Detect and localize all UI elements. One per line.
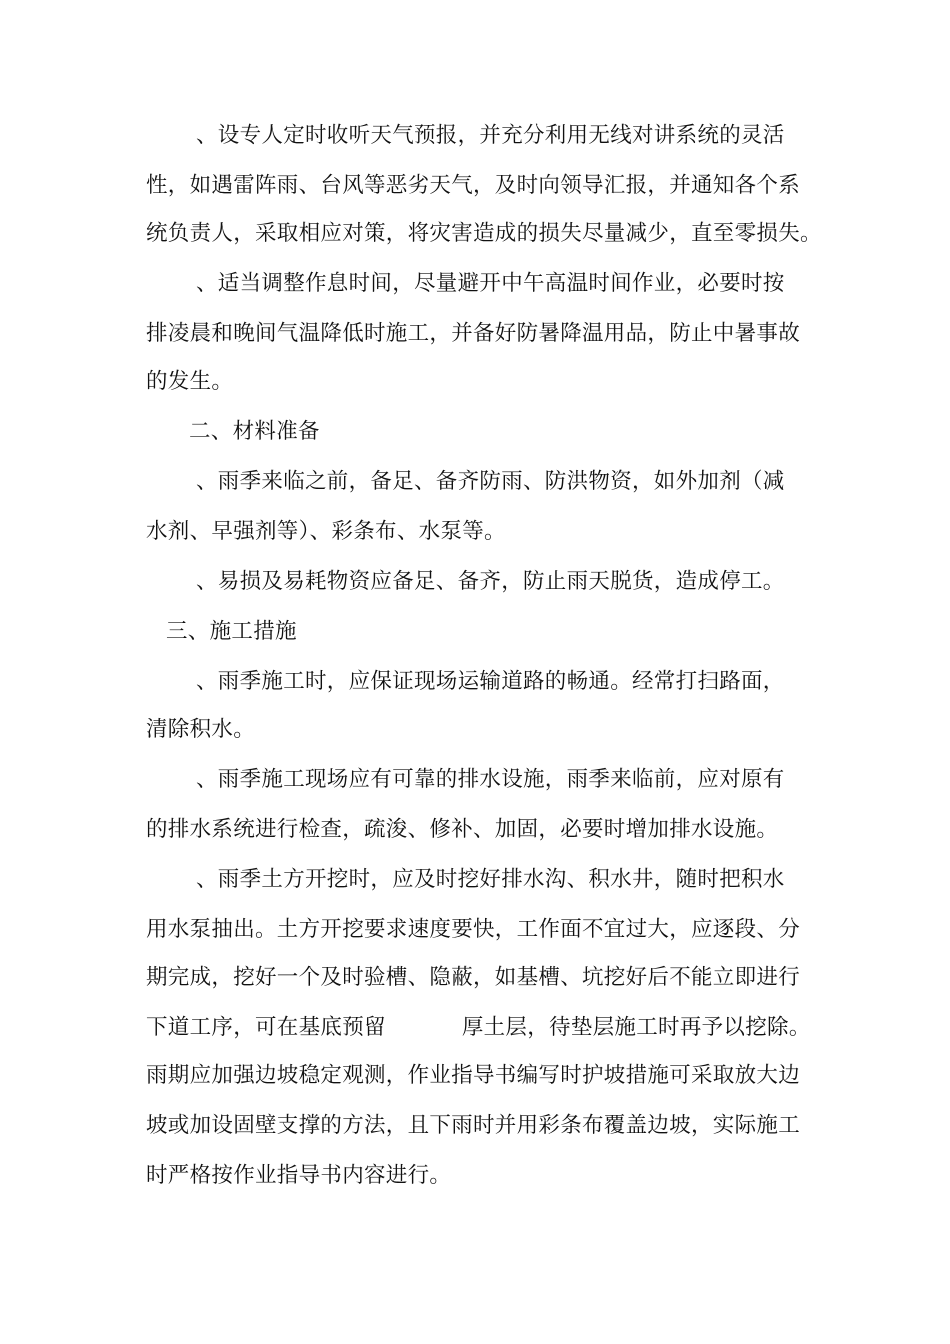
paragraph-line: 、设专人定时收听天气预报，并充分利用无线对讲系统的灵活 — [196, 123, 785, 148]
paragraph-line: 水剂、早强剂等）、彩条布、水泵等。 — [146, 519, 506, 544]
paragraph-line: 统负责人，采取相应对策，将灾害造成的损失尽量减少，直至零损失。 — [146, 221, 822, 246]
paragraph-line: 、适当调整作息时间，尽量避开中午高温时间作业，必要时按 — [196, 271, 785, 296]
line-text-after-gap: 厚土层，待垫层施工时再予以挖除。 — [461, 1015, 811, 1040]
line-text-before-gap: 下道工序，可在基底预留 — [146, 1015, 386, 1040]
paragraph-line: 清除积水。 — [146, 717, 256, 742]
paragraph-line: 、雨季来临之前，备足、备齐防雨、防洪物资，如外加剂（减 — [196, 469, 785, 494]
paragraph-line — [146, 1014, 811, 1042]
paragraph-line: 坡或加设固壁支撑的方法，且下雨时并用彩条布覆盖边坡，实际施工 — [146, 1113, 801, 1138]
paragraph-line: 雨期应加强边坡稳定观测，作业指导书编写时护坡措施可采取放大边 — [146, 1063, 801, 1088]
paragraph-line: 、雨季施工时，应保证现场运输道路的畅通。经常打扫路面， — [196, 669, 785, 694]
paragraph-line: 性，如遇雷阵雨、台风等恶劣天气，及时向领导汇报，并通知各个系 — [146, 173, 801, 198]
section-heading: 二、材料准备 — [189, 419, 320, 444]
paragraph-line: 、雨季施工现场应有可靠的排水设施，雨季来临前，应对原有 — [196, 767, 785, 792]
paragraph-line: 、雨季土方开挖时，应及时挖好排水沟、积水井，随时把积水 — [196, 867, 785, 892]
paragraph-line: 期完成，挖好一个及时验槽、隐蔽，如基槽、坑挖好后不能立即进行 — [146, 965, 801, 990]
paragraph-line: 的排水系统进行检查，疏浚、修补、加固，必要时增加排水设施。 — [146, 817, 779, 842]
paragraph-line: 时严格按作业指导书内容进行。 — [146, 1163, 452, 1188]
paragraph-line: 用水泵抽出。土方开挖要求速度要快，工作面不宜过大，应逐段、分 — [146, 917, 801, 942]
paragraph-line: 的发生。 — [146, 369, 234, 394]
paragraph-line: 、易损及易耗物资应备足、备齐，防止雨天脱货，造成停工。 — [196, 569, 785, 594]
section-heading: 三、施工措施 — [166, 619, 297, 644]
paragraph-line: 排凌晨和晚间气温降低时施工，并备好防暑降温用品，防止中暑事故 — [146, 321, 801, 346]
